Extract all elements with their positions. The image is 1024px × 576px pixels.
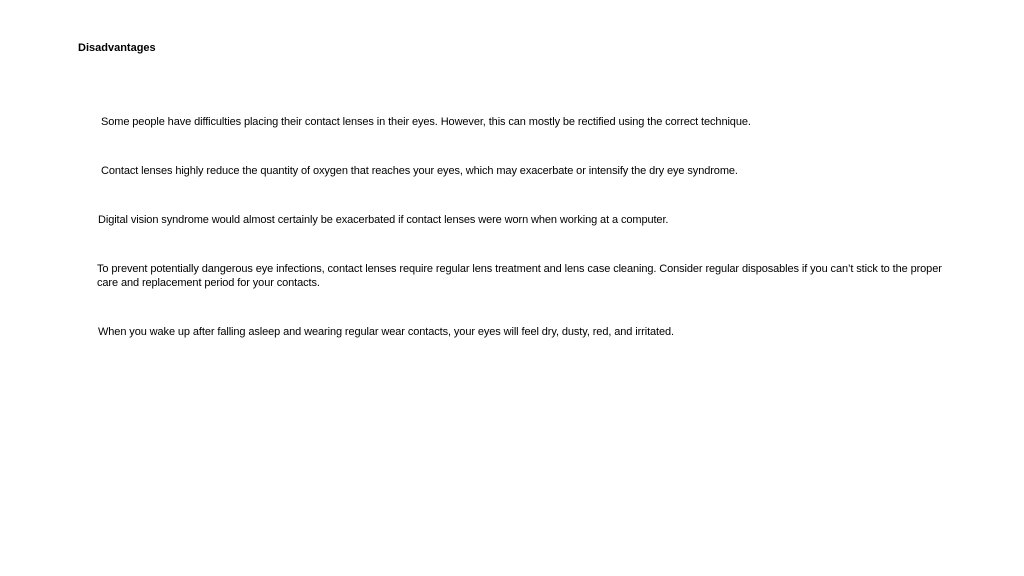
disadvantage-paragraph-sleeping: When you wake up after falling asleep and wearing regular wear contacts, your eyes will feel dry, dusty, red, and irritated. [98, 326, 674, 338]
disadvantage-paragraph-difficulty-placing: Some people have difficulties placing their contact lenses in their eyes. However, this can mostly be rectified using the correct technique. [101, 116, 751, 128]
disadvantage-paragraph-digital-vision: Digital vision syndrome would almost certainly be exacerbated if contact lenses were worn when working at a computer. [98, 214, 669, 226]
slide-title: Disadvantages [78, 42, 156, 54]
disadvantage-paragraph-infections: To prevent potentially dangerous eye infections, contact lenses require regular lens treatment and lens case cleaning. Consider regular disposables if you can’t stick to the proper care and replacement period for your contacts. [97, 263, 942, 289]
disadvantage-paragraph-oxygen: Contact lenses highly reduce the quantity of oxygen that reaches your eyes, which may exacerbate or intensify the dry eye syndrome. [101, 165, 738, 177]
